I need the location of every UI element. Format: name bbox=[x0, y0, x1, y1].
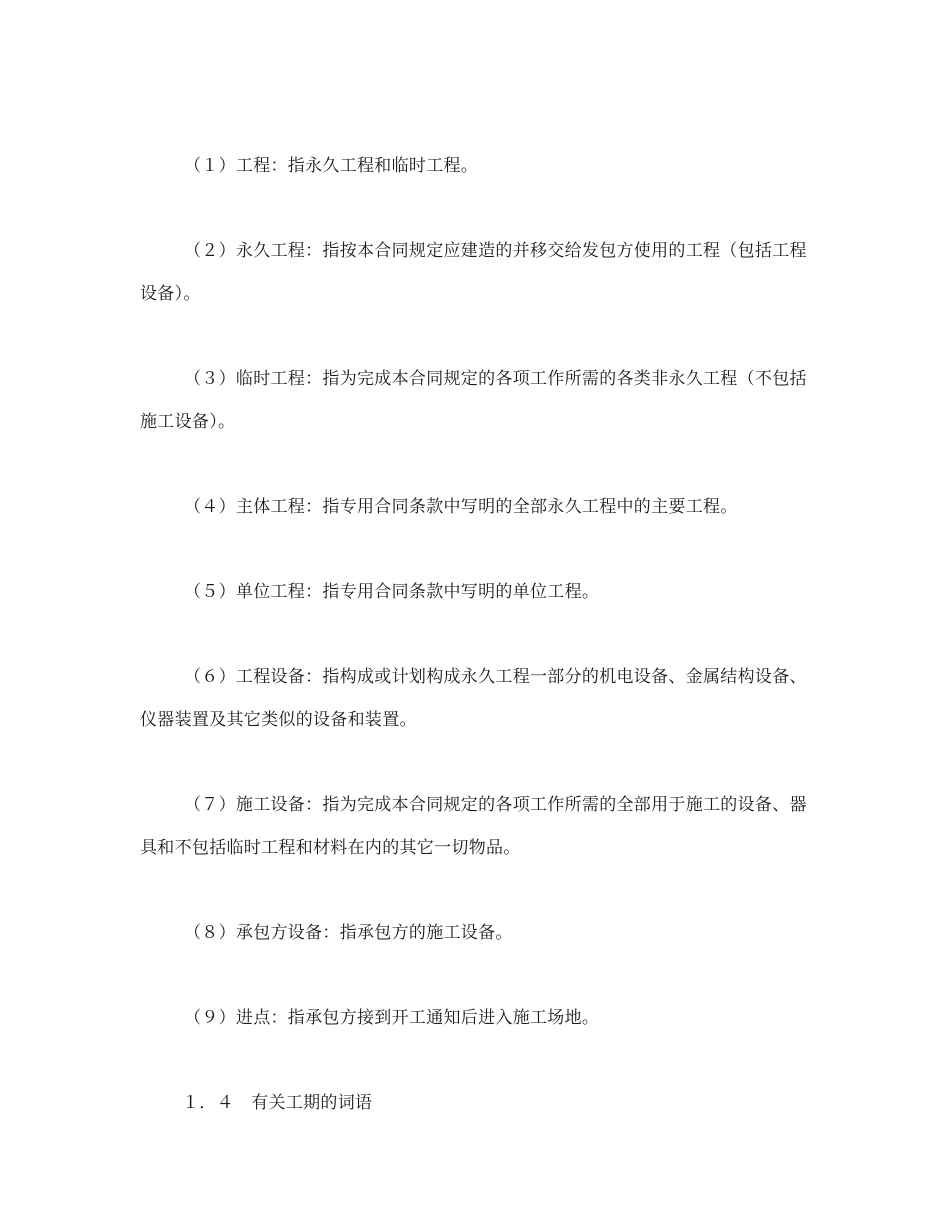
paragraph-4: （４）主体工程：指专用合同条款中写明的全部永久工程中的主要工程。 bbox=[184, 497, 738, 517]
paragraph-1: （１）工程：指永久工程和临时工程。 bbox=[184, 156, 479, 176]
paragraph-7: （７）施工设备：指为完成本合同规定的各项工作所需的全部用于施工的设备、器具和不包括临时工程和材料在内的其它一切物品。 bbox=[140, 795, 807, 858]
paragraph-8: （８）承包方设备：指承包方的施工设备。 bbox=[184, 923, 513, 943]
paragraph-6: （６）工程设备：指构成或计划构成永久工程一部分的机电设备、金属结构设备、仪器装置及其它类似的设备和装置。 bbox=[140, 667, 807, 730]
paragraph-5: （５）单位工程：指专用合同条款中写明的单位工程。 bbox=[184, 582, 600, 602]
paragraph-9: （９）进点：指承包方接到开工通知后进入施工场地。 bbox=[184, 1008, 600, 1028]
paragraph-3: （３）临时工程：指为完成本合同规定的各项工作所需的各类非永久工程（不包括施工设备）。 bbox=[140, 369, 807, 432]
section-heading: １．４ 有关工期的词语 bbox=[182, 1093, 373, 1113]
paragraph-2: （２）永久工程：指按本合同规定应建造的并移交给发包方使用的工程（包括工程设备）。 bbox=[140, 241, 807, 304]
